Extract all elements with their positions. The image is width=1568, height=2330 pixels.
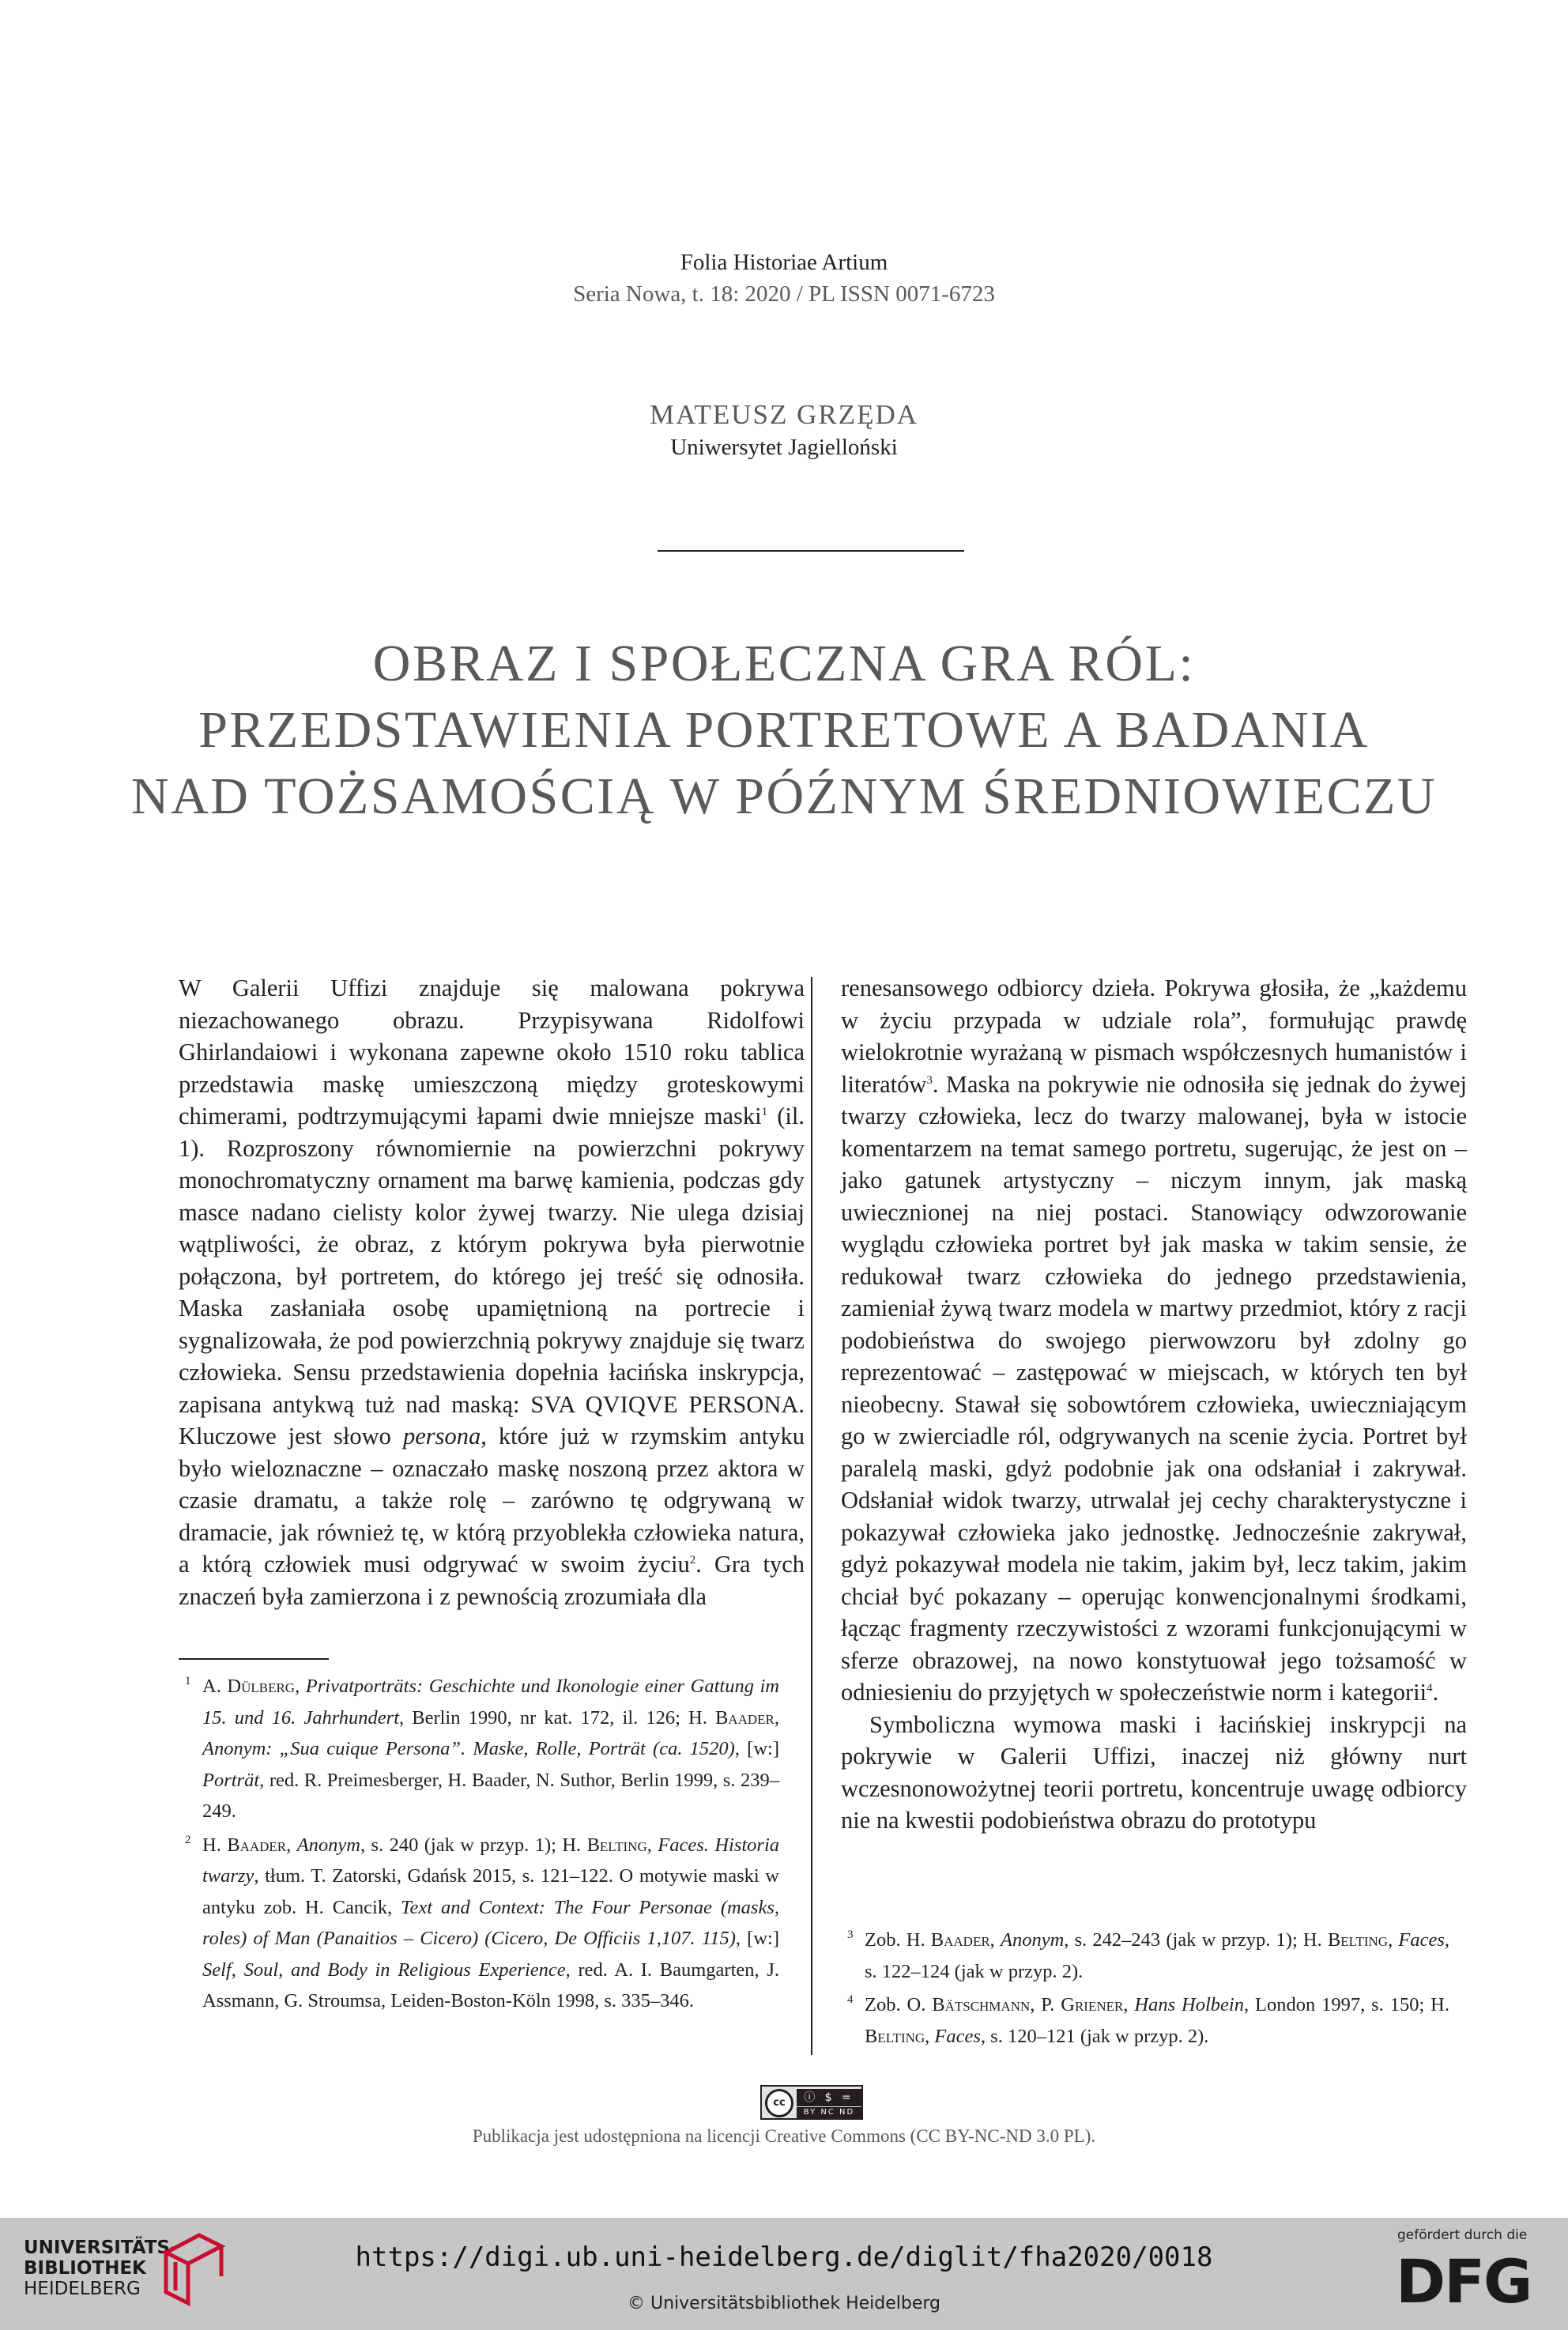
body-column-right: [841, 972, 1467, 1837]
column-divider: [811, 977, 812, 2055]
author-name: MATEUSZ GRZĘDA: [649, 399, 919, 430]
footnote-number: 4: [847, 1993, 854, 2006]
document-url[interactable]: https://digi.ub.uni-heidelberg.de/diglit/fha2020/0018: [355, 2241, 1213, 2273]
copyright-notice: © Universitätsbibliothek Heidelberg: [627, 2294, 940, 2313]
paragraph: W Galerii Uffizi znajduje się malowana pokrywa niezachowanego obrazu. Przypisywana Ridolfowi Ghirlandaiowi i wykonana zapewne około 1510 roku tablica przedstawia maskę umieszczoną między groteskowymi chimerami, podtrzymującymi łapami dwie mniejsze maski$^1$ (il. 1). Rozproszony równomiernie na powierzchni pokrywy monochromatyczny ornament ma barwę kamienia, podczas gdy masce nadano cielisty kolor żywej twarzy. Nie ulega dzisiaj wątpliwości, że obraz, z którym pokrywa była pierwotnie połączona, był portretem, do którego jej treść się odnosiła. Maska zasłaniała osobę upamiętnioną na portrecie i sygnalizowała, że pod powierzchnią pokrywy znajduje się twarz człowieka. Sensu przedstawienia dopełnia łacińska inskrypcja, zapisana antykwą tuż nad maską: SVA QVIQVE PERSONA. Kluczowe jest słowo persona, które już w rzymskim antyku było wieloznaczne – oznaczało maskę noszoną przez aktora w czasie dramatu, a także rolę – zarówno tę odgrywaną w dramacie, jak również tę, w którą przyoblekła człowieka natura, a którą człowiek musi odgrywać w swoim życiu$^2$. Gra tych znaczeń była zamierzona i z pewnością zrozumiała dla: [179, 975, 805, 1610]
emphasis-persona: persona: [402, 1423, 481, 1450]
footnote-ref-4[interactable]: 4: [1427, 1682, 1433, 1695]
dfg-funding-note: gefördert durch die: [1397, 2227, 1528, 2243]
title-line-3: NAD TOŻSAMOŚCIĄ W PÓŹNYM ŚREDNIOWIECZU: [130, 767, 1438, 825]
article-title: [0, 631, 1568, 830]
journal-header: [0, 247, 1568, 310]
paragraph: renesansowego odbiorcy dzieła. Pokrywa głosiła, że „każdemu w życiu przypada w udziale rola”, formułując prawdę wielokrotnie wyrażaną w pismach współczesnych humanistów i literatów$^3$. Maska na pokrywie nie odnosiła się jednak do żywej twarzy człowieka, lecz do twarzy malowanej, była w istocie komentarzem na temat samego portretu, sugerując, że jest on – jako gatunek artystyczny – niczym innym, jak maską uwiecznionej na niej postaci. Stanowiący odwzorowanie wyglądu człowieka portret był jak maska w takim sensie, że redukował twarz człowieka do jednego przedstawienia, zamieniał żywą twarz modela w martwy przedmiot, który z racji podobieństwa do swojego pierwowzoru był zdolny go reprezentować – zastępować w miejscach, w których ten był nieobecny. Stawał się sobowtórem człowieka, uwieczniającym go w zwierciadle ról, odgrywanych na scenie życia. Portret był paralelą maski, gdyż podobnie jak ona odsłaniał i zakrywał. Odsłaniał widok twarzy, utrwalał jej cechy charakterystyczne i pokazywał człowieka jako jednostkę. Jednocześnie zakrywał, gdyż pokazywał modela nie takim, jakim był, lecz takim, jakim chciał być pokazany – operując konwencjonalnymi środkami, łącząc fragmenty rzeczywistości z wzorami funkcjonującymi w sferze obrazowej, na nowo konstytuował jego tożsamość w odniesieniu do przyjętych w społeczeństwie norm i kategorii$^4$.: [841, 975, 1467, 1706]
cc-license-labels: BY NC ND: [797, 2107, 861, 2118]
footnotes-right: [841, 1925, 1449, 2054]
footnote-1: 1 A. Dülberg, Privatporträts: Geschichte und Ikonologie einer Gattung im 15. und 16. Jahrhundert, Berlin 1990, nr kat. 172, il. 126; H. Baader, Anonym: „Sua cuique Persona”. Maske, Rolle, Porträt (ca. 1520), [w:] Porträt, red. R. Preimesberger, H. Baader, N. Suthor, Berlin 1999, s. 239–249.: [179, 1671, 779, 1827]
journal-name: Folia Historiae Artium: [680, 250, 888, 275]
footnote-number: 2: [185, 1833, 191, 1846]
footnote-number: 3: [847, 1928, 854, 1941]
cc-icon: cc: [765, 2089, 793, 2117]
footnote-ref-2[interactable]: 2: [689, 1554, 696, 1567]
title-line-2: PRZEDSTAWIENIA PORTRETOWE A BADANIA: [198, 701, 1370, 759]
footnote-ref-3[interactable]: 3: [926, 1073, 933, 1087]
footnote-ref-1[interactable]: 1: [761, 1106, 768, 1118]
license-text: Publikacja jest udostępniona na licencji Creative Commons (CC BY-NC-ND 3.0 PL).: [472, 2126, 1096, 2146]
footnote-number: 1: [185, 1675, 191, 1687]
body-column-left: [179, 972, 805, 1612]
title-line-1: OBRAZ I SPOŁECZNA GRA RÓL:: [372, 635, 1196, 692]
journal-series: Seria Nowa, t. 18: 2020 / PL ISSN 0071-6723: [573, 281, 995, 307]
ub-heidelberg-logo[interactable]: UNIVERSITÄTS- BIBLIOTHEK HEIDELBERG: [24, 2238, 178, 2299]
creative-commons-badge[interactable]: [760, 2085, 863, 2120]
footnotes-left: [179, 1671, 779, 2019]
paragraph: Symboliczna wymowa maski i łacińskiej inskrypcji na pokrywie w Galerii Uffizi, inaczej niż główny nurt wczesnonowożytnej teorii portretu, koncentruje uwagę odbiorcy nie na kwestii podobieństwa obrazu do prototypu: [841, 1710, 1467, 1834]
footnote-3: 3 Zob. H. Baader, Anonym, s. 242–243 (jak w przyp. 1); H. Belting, Faces, s. 122–124 (jak w przyp. 2).: [841, 1925, 1449, 1987]
author-affiliation: Uniwersytet Jagielloński: [670, 435, 898, 460]
dfg-logo[interactable]: DFG: [1396, 2246, 1532, 2317]
footnote-4: 4 Zob. O. Bätschmann, P. Griener, Hans Holbein, London 1997, s. 150; H. Belting, Faces, s. 120–121 (jak w przyp. 2).: [841, 1989, 1449, 2052]
cc-license-icons: ⓘ $ =: [797, 2089, 861, 2106]
footnote-2: 2 H. Baader, Anonym, s. 240 (jak w przyp. 1); H. Belting, Faces. Historia twarzy, tłum. T. Zatorski, Gdańsk 2015, s. 121–122. O motywie maski w antyku zob. H. Cancik, Text and Context: The Four Personae (masks, roles) of Man (Panaitios – Cicero) (Cicero, De Officiis 1,107. 115), [w:] Self, Soul, and Body in Religious Experience, red. A. I. Baumgarten, J. Assmann, G. Stroumsa, Leiden-Boston-Köln 1998, s. 335–346.: [179, 1830, 779, 2017]
footnote-divider: [179, 1658, 329, 1660]
title-divider: [658, 550, 964, 552]
